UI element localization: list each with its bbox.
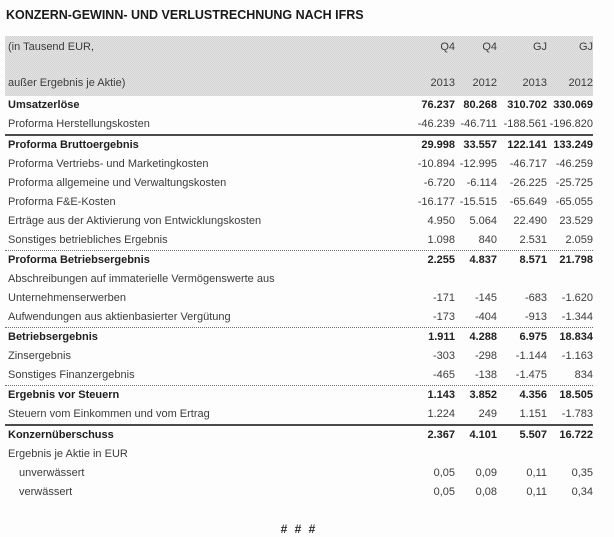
- header-year-col4: 2012: [568, 77, 593, 89]
- row-label: Sonstiges Finanzergebnis: [8, 369, 135, 381]
- value-q4-2013: 0,05: [433, 486, 455, 498]
- value-q4-2013: -6.720: [423, 177, 455, 189]
- value-q4-2012: 840: [478, 234, 497, 246]
- value-gj-2013: 0,11: [526, 486, 547, 498]
- value-q4-2012: -46.711: [460, 118, 497, 130]
- table-header-row-years: [5, 77, 593, 90]
- table-row: [5, 483, 593, 502]
- row-label: Proforma Herstellungskosten: [8, 118, 150, 130]
- table-row: [5, 115, 593, 134]
- header-period-col3: GJ: [532, 41, 547, 53]
- value-gj-2013: -65.649: [509, 196, 547, 208]
- value-q4-2013: 29.998: [421, 139, 455, 151]
- value-gj-2012: -1.163: [561, 350, 593, 362]
- value-gj-2012: -196.820: [549, 118, 593, 130]
- value-gj-2013: -46.717: [509, 158, 547, 170]
- value-q4-2012: -298: [474, 350, 497, 362]
- row-label: Proforma Betriebsergebnis: [8, 254, 150, 266]
- value-q4-2012: 3.852: [469, 389, 497, 401]
- row-label: Betriebsergebnis: [8, 331, 98, 343]
- table-row: [5, 405, 593, 424]
- value-q4-2012: 4.837: [469, 254, 497, 266]
- row-label: Ergebnis vor Steuern: [8, 389, 120, 401]
- value-gj-2012: 21.798: [559, 254, 593, 266]
- value-q4-2012: -6.114: [466, 177, 497, 189]
- value-gj-2012: 0,34: [571, 486, 593, 498]
- header-period-col4: GJ: [578, 41, 593, 53]
- value-q4-2013: -173: [432, 311, 455, 323]
- value-q4-2013: -16.177: [417, 196, 455, 208]
- row-label: Proforma Bruttoergebnis: [8, 139, 139, 151]
- table-row: [5, 424, 593, 445]
- table-row: [5, 366, 593, 385]
- value-q4-2012: 0,09: [475, 467, 497, 479]
- value-q4-2012: 33.557: [463, 139, 497, 151]
- row-label: Steuern vom Einkommen und vom Ertrag: [8, 408, 210, 420]
- value-gj-2012: 16.722: [559, 429, 593, 441]
- value-q4-2013: 76.237: [421, 99, 455, 111]
- table-row: [5, 464, 593, 483]
- header-period-col1: Q4: [440, 41, 455, 53]
- value-q4-2012: 80.268: [463, 99, 497, 111]
- value-q4-2013: -465: [432, 369, 455, 381]
- value-gj-2013: 8.571: [519, 254, 547, 266]
- table-row: [5, 289, 593, 308]
- header-year-col2: 2012: [472, 77, 497, 89]
- table-row: [5, 193, 593, 212]
- value-gj-2012: -1.620: [561, 292, 593, 304]
- value-q4-2013: 0,05: [433, 467, 455, 479]
- table-row: [5, 308, 593, 327]
- value-gj-2012: 0,35: [571, 467, 593, 479]
- table-header-band: [5, 36, 593, 96]
- value-gj-2012: -65.055: [555, 196, 593, 208]
- header-caption-line1: (in Tausend EUR,: [8, 41, 95, 53]
- value-gj-2013: 122.141: [507, 139, 547, 151]
- row-label: Unternehmenserwerben: [8, 292, 127, 304]
- value-q4-2013: 2.367: [427, 429, 455, 441]
- value-q4-2013: 2.255: [427, 254, 455, 266]
- value-gj-2012: -25.725: [555, 177, 593, 189]
- value-q4-2013: 1.911: [428, 331, 455, 343]
- value-q4-2012: 4.288: [469, 331, 497, 343]
- value-q4-2013: -303: [432, 350, 455, 362]
- row-label: Abschreibungen auf immaterielle Vermögenswerte aus: [8, 273, 275, 285]
- table-body: [5, 96, 593, 502]
- row-label: Proforma allgemeine und Verwaltungskosten: [8, 177, 227, 189]
- value-q4-2012: 5.064: [469, 215, 497, 227]
- row-label: Ergebnis je Aktie in EUR: [8, 448, 128, 460]
- table-row: [5, 270, 593, 289]
- value-gj-2012: 133.249: [553, 139, 593, 151]
- header-caption-line2: außer Ergebnis je Aktie): [8, 77, 126, 89]
- value-gj-2013: -683: [524, 292, 547, 304]
- value-gj-2013: 310.702: [507, 99, 547, 111]
- value-gj-2012: -1.783: [561, 408, 593, 420]
- row-label: unverwässert: [19, 467, 85, 479]
- value-q4-2012: 249: [478, 408, 497, 420]
- row-label: Sonstiges betriebliches Ergebnis: [8, 234, 168, 246]
- value-gj-2012: 2.059: [565, 234, 593, 246]
- value-gj-2013: 2.531: [519, 234, 547, 246]
- value-gj-2012: 834: [574, 369, 593, 381]
- table-row: [5, 155, 593, 174]
- row-label: Konzernüberschuss: [8, 429, 114, 441]
- value-q4-2013: -46.239: [417, 118, 455, 130]
- value-gj-2012: 18.505: [559, 389, 593, 401]
- table-row: [5, 445, 593, 464]
- value-q4-2012: 0,08: [475, 486, 497, 498]
- row-label: Proforma F&E-Kosten: [8, 196, 116, 208]
- row-label: Aufwendungen aus aktienbasierter Vergütung: [8, 311, 231, 323]
- end-marker: # # #: [280, 522, 318, 536]
- value-gj-2013: 6.975: [519, 331, 547, 343]
- value-gj-2013: -188.561: [503, 118, 547, 130]
- table-row: [5, 134, 593, 155]
- table-row: [5, 385, 593, 405]
- row-label: Proforma Vertriebs- und Marketingkosten: [8, 158, 209, 170]
- value-q4-2013: -10.894: [417, 158, 455, 170]
- table-row: [5, 250, 593, 270]
- value-gj-2013: 0,11: [526, 467, 547, 479]
- value-gj-2013: -913: [524, 311, 547, 323]
- value-gj-2013: 1.151: [519, 408, 547, 420]
- row-label: Umsatzerlöse: [8, 99, 80, 111]
- value-q4-2013: 1.098: [427, 234, 455, 246]
- value-q4-2012: -12.995: [459, 158, 497, 170]
- value-q4-2012: -404: [474, 311, 497, 323]
- header-year-col3: 2013: [522, 77, 547, 89]
- income-statement-table: [5, 36, 593, 502]
- value-q4-2012: 4.101: [469, 429, 497, 441]
- value-q4-2012: -15.515: [459, 196, 497, 208]
- table-row: [5, 327, 593, 347]
- value-q4-2013: -171: [432, 292, 455, 304]
- value-gj-2013: 22.490: [513, 215, 547, 227]
- table-row: [5, 231, 593, 250]
- page-title: KONZERN-GEWINN- UND VERLUSTRECHNUNG NACH IFRS: [6, 8, 364, 22]
- value-q4-2013: 1.224: [427, 408, 455, 420]
- row-label: Erträge aus der Aktivierung von Entwicklungskosten: [8, 215, 262, 227]
- value-q4-2013: 4.950: [427, 215, 455, 227]
- row-label: verwässert: [19, 486, 73, 498]
- table-row: [5, 212, 593, 231]
- value-gj-2012: -1.344: [561, 311, 593, 323]
- value-gj-2013: -1.475: [515, 369, 547, 381]
- value-gj-2013: 4.356: [519, 389, 547, 401]
- value-gj-2012: 18.834: [559, 331, 593, 343]
- table-row: [5, 347, 593, 366]
- table-header-row-periods: [5, 41, 593, 54]
- value-q4-2012: -138: [474, 369, 497, 381]
- value-gj-2013: 5.507: [519, 429, 547, 441]
- value-gj-2012: -46.259: [555, 158, 593, 170]
- value-gj-2013: -26.225: [509, 177, 547, 189]
- value-gj-2013: -1.144: [515, 350, 547, 362]
- header-year-col1: 2013: [430, 77, 455, 89]
- value-q4-2013: 1.143: [427, 389, 455, 401]
- header-period-col2: Q4: [482, 41, 497, 53]
- value-gj-2012: 23.529: [559, 215, 593, 227]
- table-row: [5, 96, 593, 115]
- value-q4-2012: -145: [474, 292, 497, 304]
- value-gj-2012: 330.069: [553, 99, 593, 111]
- table-row: [5, 174, 593, 193]
- row-label: Zinsergebnis: [8, 350, 71, 362]
